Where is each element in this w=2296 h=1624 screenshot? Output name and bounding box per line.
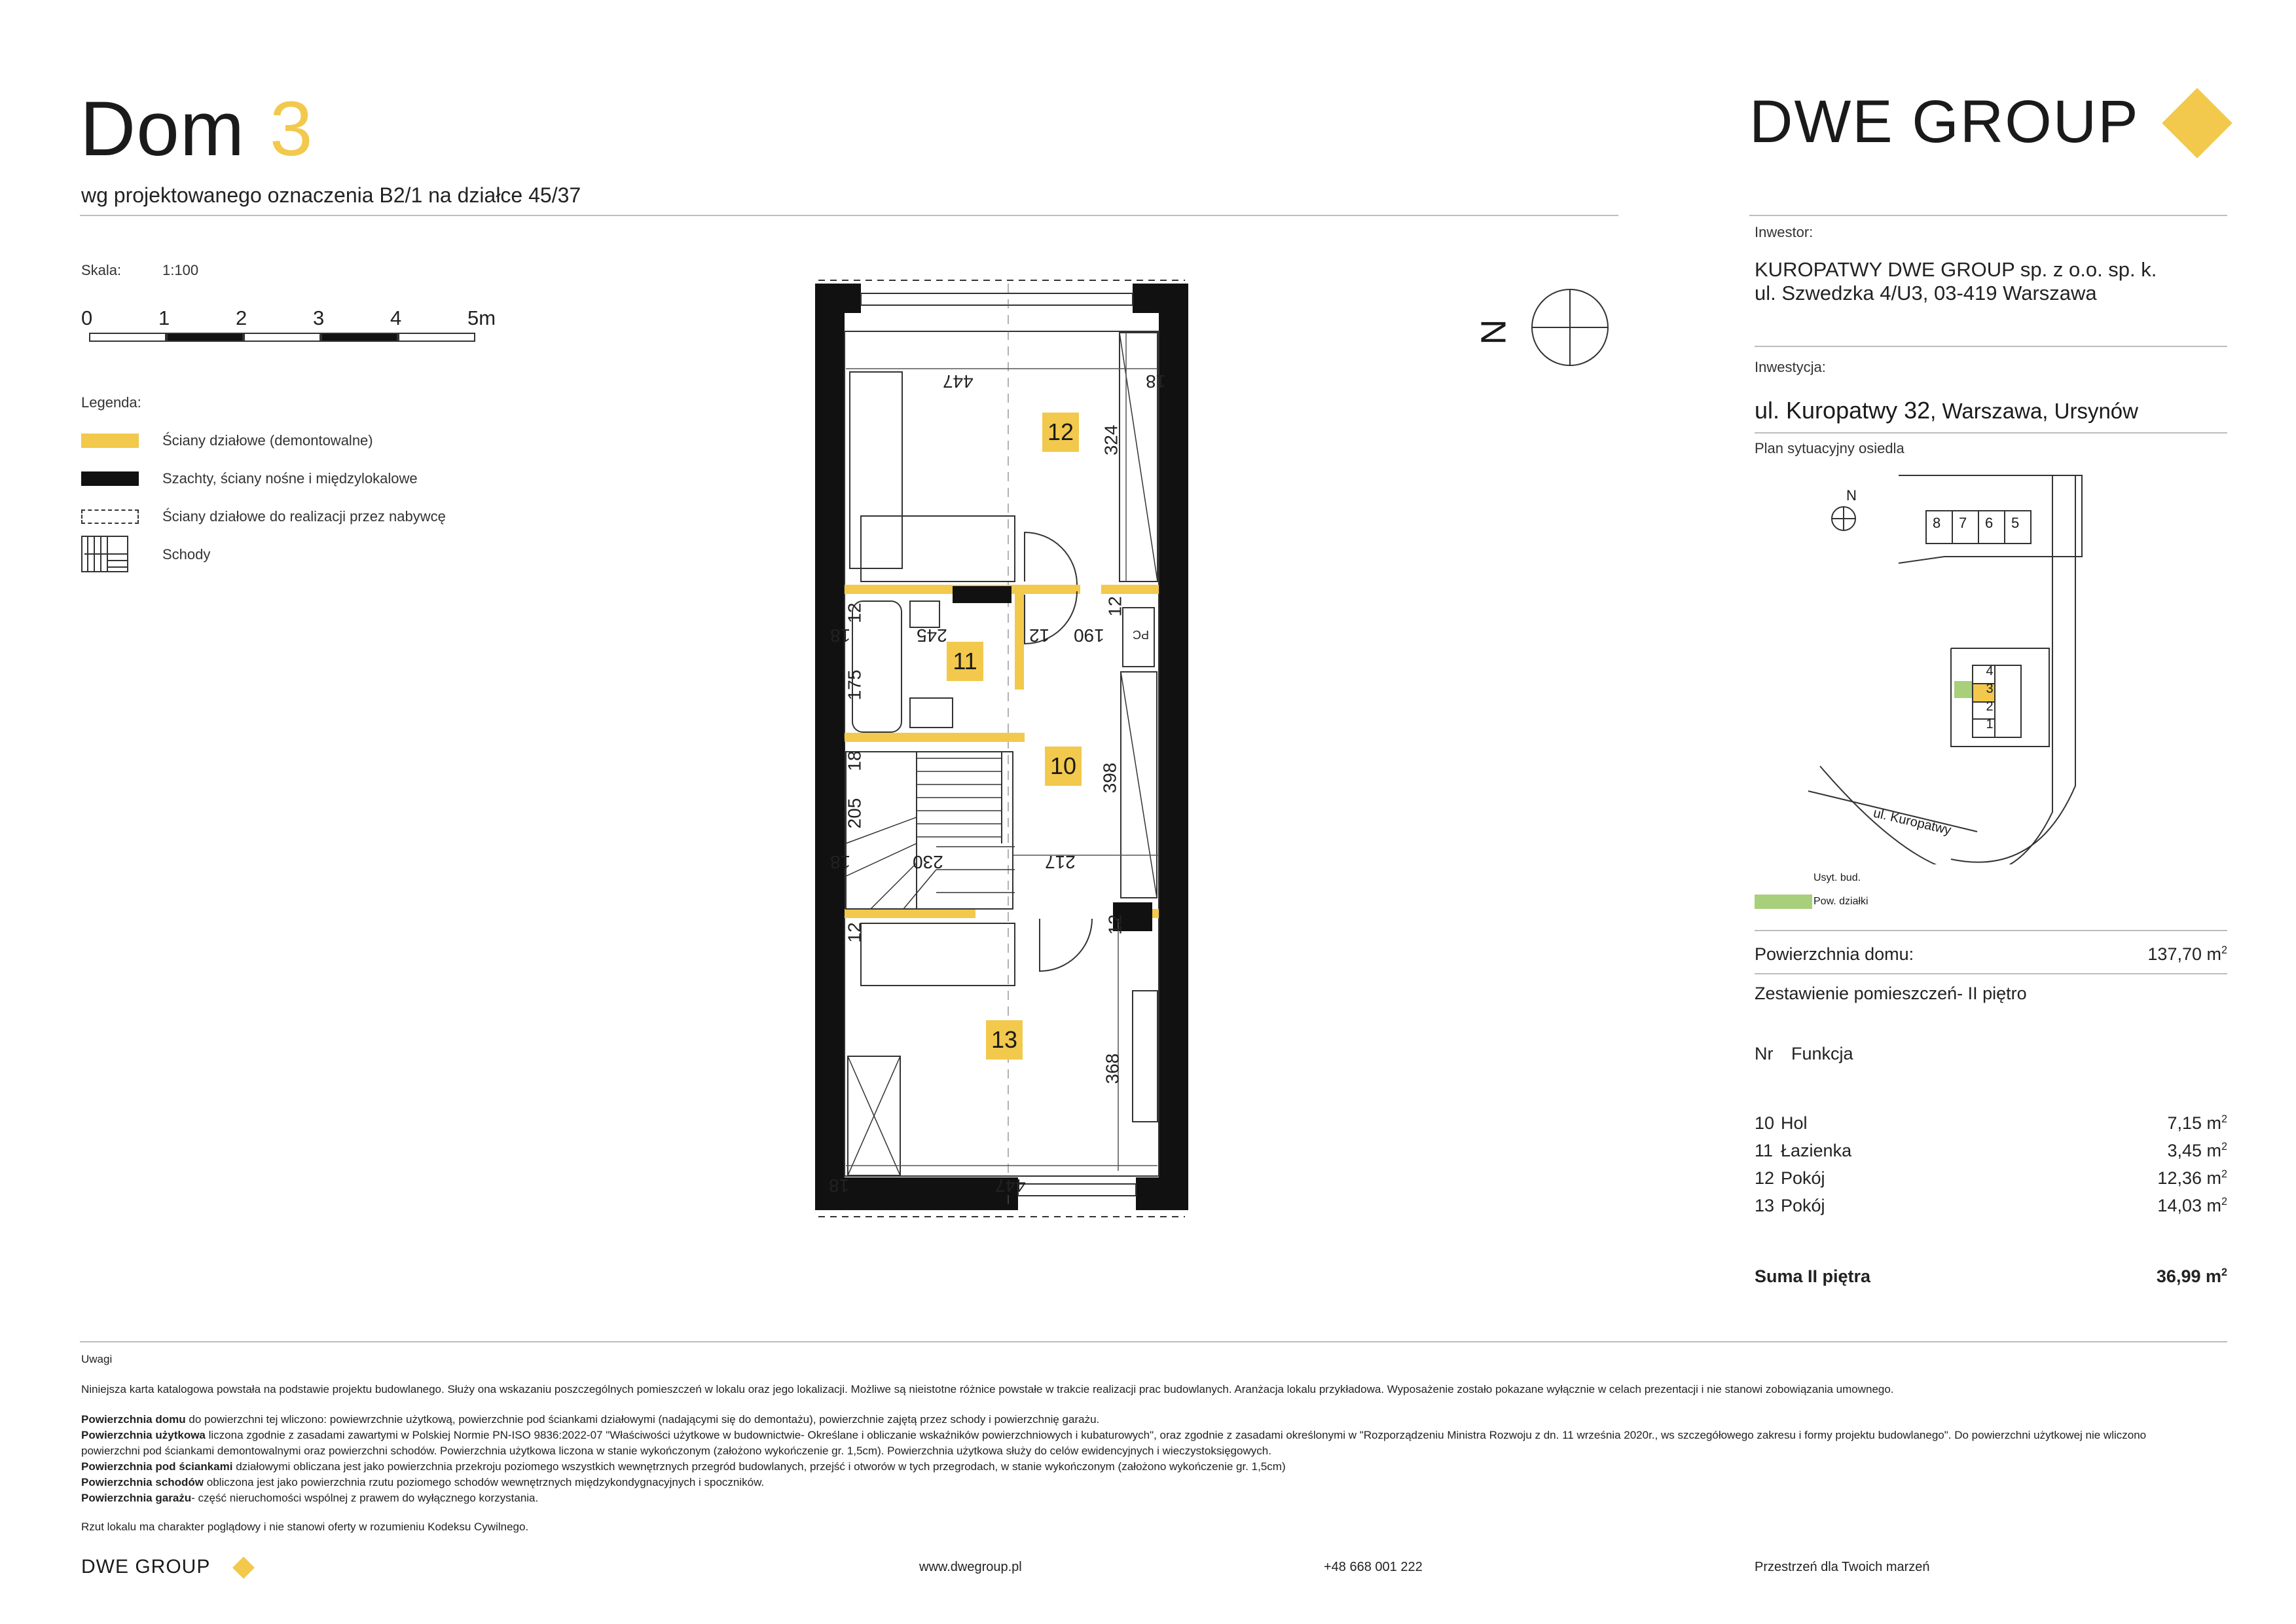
site-unit: 5 [2011,515,2020,531]
table-row: 10 Hol 7,15 $m^2$ [1755,1113,2227,1133]
brand-divider [1749,215,2227,216]
site-unit: 4 [1986,664,1994,678]
investor-label: Inwestor: [1755,224,1813,240]
investment-address [1755,397,2138,424]
dim-label: 12 [1104,914,1125,935]
site-top-units [1927,511,2032,537]
dim-label: 18 [844,750,865,771]
brand-diamond-icon [2162,88,2232,158]
house-number: 3 [270,86,313,172]
divider [1755,930,2227,931]
scale-tick: 0 [81,306,93,329]
legend-swatch-black [81,471,139,486]
notes-definitions: Powierzchnia domu do powierzchni tej wliczono: powiewrzchnie użytkową, powierzchnie pod ściankami działowymi (nadającymi się do demontażu), powierzchnie zajętą przez schody i powierzchnię garażu. Powierzchnia użytkowa liczona zgodnie z zasadami zawartymi w Polskiej Normie PN-ISO 9836:2022-07 "Właściwości użytkowe w budownictwie- Określane i obliczanie wskaźników powierzchniowych i kubaturowych", oraz zgodnie z zasadami określonymi w "Rozporządzeniu Ministra Rozwoju z dn. 11 września 2020r., ws szczegółowego zakresu i formy projektu budowlanego". Do powierzchni użytkowej nie wliczono powierzchni pod ściankami demontowalnymi oraz powierzchni schodów. Powierzchnia użytkowa liczona w stanie wykończonym (założono wykończenie gr. 1,5cm). Powierzchnia użytkowa służy do celów ewidencyjnych i wieczystoksięgowych. Powierzchnia pod ściankami działowymi obliczana jest jako powierzchnia przekroju poziomego wszystkich wewnętrznych przegród budowlanych, przejść i otworów w tych przegrodach, w stanie wykończonym (założono wykończenie gr. 1,5cm) Powierzchnia schodów obliczona jest jako powierzchnia rzutu poziomego schodów wewnętrznych międzykondygnacyjnych i spoczników. Powierzchnia garażu- część nieruchomości wspólnej z prawem do wyłącznego korzystania. [81,1413,2147,1504]
investor-name: KUROPATWY DWE GROUP sp. z o.o. sp. k. [1755,258,2157,281]
window-top [861,293,1133,305]
partition-wall [845,733,1025,742]
legend-swatch-dashed [81,509,139,524]
total-label: Suma II piętra [1755,1266,1871,1286]
legend-label: Schody [162,546,211,563]
dim-label: 190 [1074,625,1104,646]
dim-label: 324 [1101,424,1121,456]
total-value: 36,99 $m^2$ [2156,1266,2227,1286]
divider [1755,432,2227,434]
site-unit: 6 [1985,515,1994,531]
site-unit: 8 [1933,515,1941,531]
scale-ticks [81,306,500,329]
scale-tick: 1 [158,306,170,329]
scale-label: Skala: [81,262,122,278]
footer-diamond-icon [232,1557,255,1579]
stairs-legend-icon [81,536,128,572]
dim-label: 18 [830,625,851,646]
site-legend-swatch-green [1755,895,1812,909]
site-street-label: ul. Kuropatwy [1872,805,1953,838]
footer-brand: DWE GROUP [81,1556,211,1578]
scale-tick: 3 [313,306,325,329]
table-row: 13 Pokój 14,03 $m^2$ [1755,1196,2227,1215]
table-row: 12 Pokój 12,36 $m^2$ [1755,1168,2227,1188]
room-label-11: 11 [947,642,983,681]
dim-label: 398 [1099,762,1120,794]
divider [1755,346,2227,347]
site-unit: 3 [1986,682,1994,696]
site-unit: 2 [1986,699,1994,714]
dim-label: 447 [995,1175,1026,1196]
dim-label: 230 [913,852,943,872]
legend-label: Ściany działowe do realizacji przez nabywcę [162,508,446,525]
scale-value: 1:100 [162,262,199,278]
dim-label: 175 [844,669,865,701]
col-function: Funkcja [1791,1044,1853,1063]
dim-label: 18 [830,852,851,872]
site-unit: 1 [1986,717,1994,731]
dim-label: 12 [1104,596,1125,617]
house-area-row [1755,944,2227,965]
investment-label: Inwestycja: [1755,359,1826,375]
page-title: Dom [80,86,246,172]
site-north-label: N [1846,487,1857,504]
site-legend-label: Pow. działki [1813,896,1868,907]
room-label-10: 10 [1045,747,1082,786]
section-title: Zestawienie pomieszczeń- II piętro [1755,984,2027,1003]
scale-tick: 2 [236,306,247,329]
dim-label: 12 [844,602,865,623]
outer-wall-top-right [1133,284,1188,313]
investment-city: , Warszawa, Ursynów [1930,399,2138,423]
page-subtitle: wg projektowanego oznaczenia B2/1 na działce 45/37 [81,183,581,207]
outer-wall-top-left [815,284,861,313]
compass-icon [1529,287,1611,368]
room-label-12: 12 [1042,413,1079,452]
investment-street: ul. Kuropatwy 32 [1755,397,1931,424]
footer-website-link[interactable]: www.dwegroup.pl [919,1560,1022,1574]
house-area-value: 137,70 $m^2$ [2147,944,2227,964]
dim-label: 217 [1045,852,1076,872]
col-nr: Nr [1755,1044,1774,1063]
pc-label: PC [1133,628,1150,641]
legend-swatch-yellow [81,434,139,448]
scale-tick: 5m [467,306,496,329]
dim-label: 12 [1029,625,1050,646]
footer-slogan: Przestrzeń dla Twoich marzeń [1755,1560,1930,1574]
footer-phone[interactable]: +48 668 001 222 [1324,1560,1423,1574]
dim-label: 205 [844,798,865,829]
legend-label: Ściany działowe (demontowalne) [162,432,373,449]
table-row: 11 Łazienka 3,45 $m^2$ [1755,1141,2227,1160]
total-row [1755,1266,2227,1287]
site-side-units [1978,664,2001,735]
investor-address: ul. Szwedzka 4/U3, 03-419 Warszawa [1755,282,2097,304]
window-bottom [1018,1184,1136,1196]
notes-divider [80,1341,2227,1342]
dim-label: 368 [1102,1053,1123,1084]
dim-label: 447 [943,371,974,392]
dim-label: 12 [844,922,865,943]
legend-title: Legenda: [81,394,141,411]
site-plan-label: Plan sytuacyjny osiedla [1755,440,1904,456]
partition-wall [1101,585,1159,594]
notes-title: Uwagi [81,1353,113,1365]
outer-wall-bottom-right [1136,1177,1188,1210]
house-area-label: Powierzchnia domu: [1755,944,1914,964]
dim-label: 18 [829,1175,850,1196]
divider [1755,973,2227,974]
dim-label: 18 [1146,371,1167,392]
partition-wall [845,909,975,918]
notes-disclaimer: Rzut lokalu ma charakter poglądowy i nie stanowi oferty w rozumieniu Kodeksu Cywilnego. [81,1521,529,1533]
room-label-13: 13 [986,1020,1023,1060]
notes-intro: Niniejsza karta katalogowa powstała na podstawie projektu budowlanego. Służy ona wskazaniu poszczególnych pomieszczeń w lokalu oraz jego lokalizacji. Możliwe są nieistotne różnice powstałe w trakcie realizacji prac budowlanych. Aranżacja lokalu przykładowa. Wyposażenie zostało pokazane wyłącznie w celach prezentacji i nie stanowi zobowiązania umownego. [81,1383,1894,1395]
partition-wall [1015,585,1024,690]
table-header [1755,1044,2227,1064]
site-unit: 7 [1959,515,1967,531]
north-label: N [1474,319,1514,345]
scale-tick: 4 [390,306,402,329]
dim-label: 245 [917,625,947,646]
site-legend-label: Usyt. bud. [1813,872,1861,883]
brand-logo-text: DWE GROUP [1749,88,2140,155]
outer-wall-right [1159,284,1188,1210]
legend-label: Szachty, ściany nośne i międzylokalowe [162,470,418,487]
header-divider [80,215,1618,216]
